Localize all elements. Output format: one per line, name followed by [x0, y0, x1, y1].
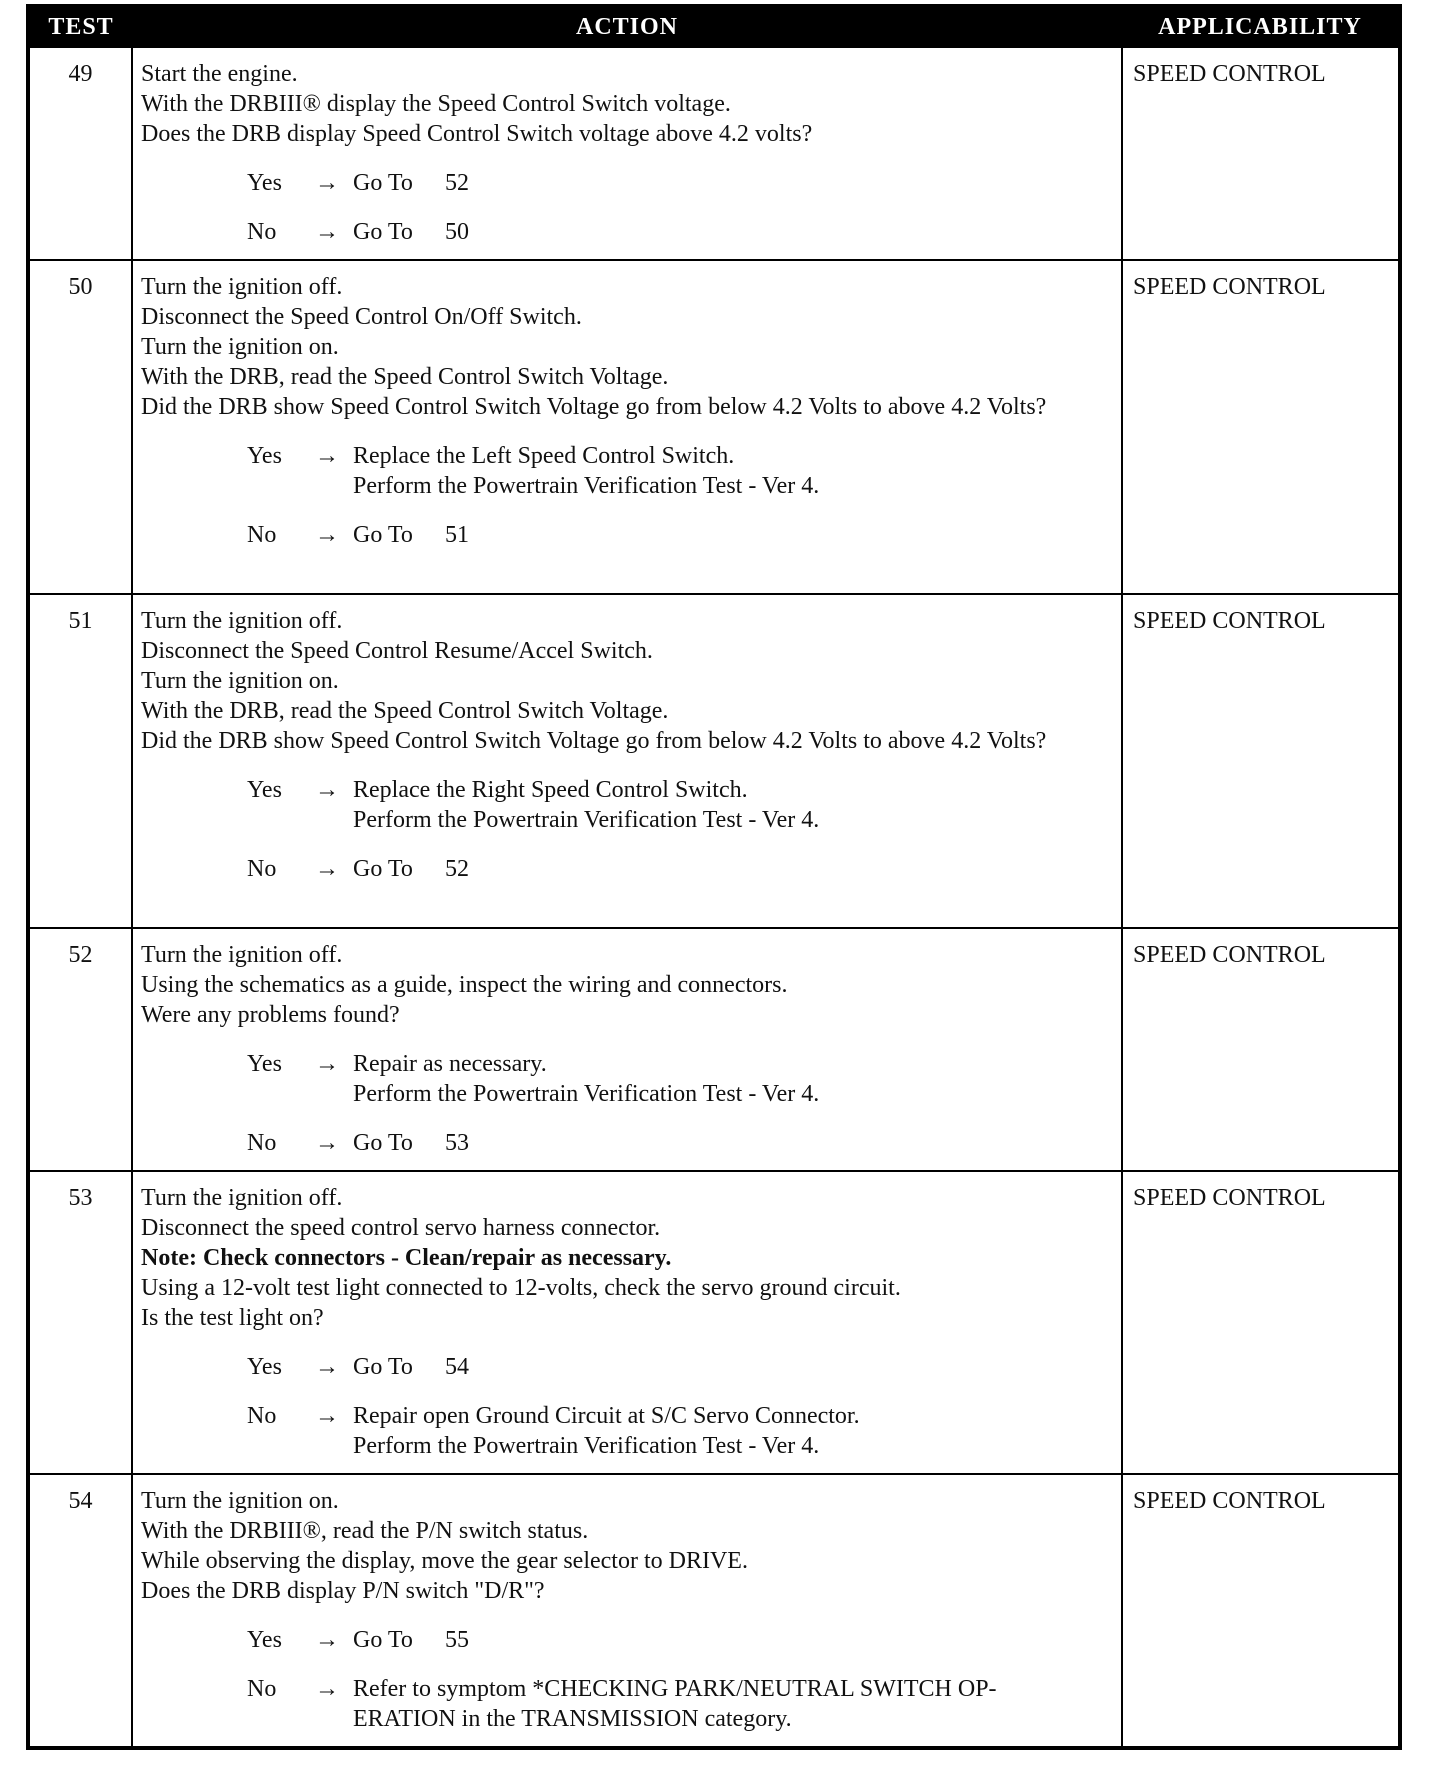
goto-number: 55 [445, 1627, 469, 1653]
arrow-icon: → [315, 1130, 339, 1156]
goto-number: 50 [445, 219, 469, 245]
action-cell [132, 1474, 1122, 1748]
yes-branch [141, 441, 1115, 501]
arrow-icon: → [315, 170, 339, 196]
action-line: With the DRB, read the Speed Control Switch Voltage. [141, 698, 669, 724]
result-line: Perform the Powertrain Verification Test - Ver 4. [353, 473, 820, 499]
goto-label: Go To [353, 1354, 413, 1380]
arrow-icon: → [315, 1676, 339, 1702]
no-label: No [247, 1403, 277, 1429]
test-number: 52 [28, 928, 132, 1171]
no-result [353, 520, 1115, 550]
action-line: Disconnect the Speed Control Resume/Accel Switch. [141, 638, 653, 664]
no-branch [141, 1128, 1115, 1158]
yes-label: Yes [247, 170, 282, 196]
action-line: With the DRBIII®, read the P/N switch status. [141, 1518, 589, 1544]
test-number: 49 [28, 47, 132, 260]
test-row-49 [28, 47, 1400, 260]
action-cell [132, 260, 1122, 594]
arrow-icon: → [315, 856, 339, 882]
goto-number: 52 [445, 856, 469, 882]
header-row [28, 6, 1400, 47]
action-line: Start the engine. [141, 61, 298, 87]
goto-label: Go To [353, 1627, 413, 1653]
yes-branch [141, 1625, 1115, 1655]
action-line: Turn the ignition on. [141, 1488, 339, 1514]
goto-number: 51 [445, 522, 469, 548]
arrow-icon: → [315, 219, 339, 245]
yes-branch [141, 1049, 1115, 1109]
action-line: Turn the ignition on. [141, 668, 339, 694]
yes-label: Yes [247, 1627, 282, 1653]
test-row-51 [28, 594, 1400, 928]
goto-number: 52 [445, 170, 469, 196]
yes-label: Yes [247, 777, 282, 803]
action-cell [132, 47, 1122, 260]
test-row-53 [28, 1171, 1400, 1474]
yes-branch [141, 168, 1115, 198]
no-result [353, 854, 1115, 884]
result-line: Perform the Powertrain Verification Test - Ver 4. [353, 1081, 820, 1107]
action-line: Did the DRB show Speed Control Switch Voltage go from below 4.2 Volts to above 4.2 Volts? [141, 394, 1047, 420]
yes-result [353, 1625, 1115, 1655]
header-test: TEST [28, 6, 132, 47]
action-line: With the DRBIII® display the Speed Control Switch voltage. [141, 91, 731, 117]
yes-branch [141, 775, 1115, 835]
yes-label: Yes [247, 443, 282, 469]
diagnostic-table [26, 4, 1402, 1750]
result-line: Repair open Ground Circuit at S/C Servo Connector. [353, 1403, 860, 1429]
result-line: Refer to symptom *CHECKING PARK/NEUTRAL SWITCH OP- [353, 1676, 997, 1702]
action-cell [132, 594, 1122, 928]
result-line: Replace the Left Speed Control Switch. [353, 443, 735, 469]
diagnostic-page [26, 4, 1398, 1750]
result-line: Perform the Powertrain Verification Test - Ver 4. [353, 807, 820, 833]
no-branch [141, 520, 1115, 550]
action-line: Does the DRB display P/N switch "D/R"? [141, 1578, 545, 1604]
result-line: ERATION in the TRANSMISSION category. [353, 1706, 792, 1732]
goto-label: Go To [353, 170, 413, 196]
no-result [353, 217, 1115, 247]
applicability-cell: SPEED CONTROL [1122, 1171, 1400, 1474]
result-line: Replace the Right Speed Control Switch. [353, 777, 748, 803]
applicability-cell: SPEED CONTROL [1122, 260, 1400, 594]
applicability-cell: SPEED CONTROL [1122, 1474, 1400, 1748]
result-line: Perform the Powertrain Verification Test - Ver 4. [353, 1433, 820, 1459]
action-line: Using the schematics as a guide, inspect the wiring and connectors. [141, 972, 788, 998]
action-line: Turn the ignition off. [141, 274, 343, 300]
test-number: 50 [28, 260, 132, 594]
action-line: Is the test light on? [141, 1305, 324, 1331]
arrow-icon: → [315, 443, 339, 469]
goto-number: 53 [445, 1130, 469, 1156]
action-line: Disconnect the Speed Control On/Off Switch. [141, 304, 582, 330]
test-row-54 [28, 1474, 1400, 1748]
goto-label: Go To [353, 1130, 413, 1156]
note-line: Note: Check connectors - Clean/repair as necessary. [141, 1245, 672, 1271]
yes-result [353, 1352, 1115, 1382]
no-label: No [247, 522, 277, 548]
yes-result [353, 775, 1115, 835]
goto-number: 54 [445, 1354, 469, 1380]
test-number: 53 [28, 1171, 132, 1474]
action-line: Turn the ignition off. [141, 942, 343, 968]
no-branch [141, 1674, 1115, 1734]
goto-label: Go To [353, 522, 413, 548]
test-row-52 [28, 928, 1400, 1171]
no-branch [141, 1401, 1115, 1461]
yes-label: Yes [247, 1354, 282, 1380]
header-applicability: APPLICABILITY [1122, 6, 1400, 47]
action-line: Turn the ignition off. [141, 608, 343, 634]
action-cell [132, 928, 1122, 1171]
no-label: No [247, 1130, 277, 1156]
arrow-icon: → [315, 777, 339, 803]
test-number: 51 [28, 594, 132, 928]
action-line: With the DRB, read the Speed Control Switch Voltage. [141, 364, 669, 390]
no-branch [141, 854, 1115, 884]
yes-result [353, 1049, 1115, 1109]
action-line: Using a 12-volt test light connected to 12-volts, check the servo ground circuit. [141, 1275, 901, 1301]
applicability-cell: SPEED CONTROL [1122, 928, 1400, 1171]
arrow-icon: → [315, 522, 339, 548]
no-result [353, 1128, 1115, 1158]
yes-result [353, 441, 1115, 501]
arrow-icon: → [315, 1403, 339, 1429]
arrow-icon: → [315, 1354, 339, 1380]
applicability-cell: SPEED CONTROL [1122, 47, 1400, 260]
action-line: Turn the ignition off. [141, 1185, 343, 1211]
test-row-50 [28, 260, 1400, 594]
result-line: Repair as necessary. [353, 1051, 547, 1077]
no-label: No [247, 219, 277, 245]
action-line: Turn the ignition on. [141, 334, 339, 360]
yes-label: Yes [247, 1051, 282, 1077]
no-branch [141, 217, 1115, 247]
action-line: Does the DRB display Speed Control Switch voltage above 4.2 volts? [141, 121, 813, 147]
test-number: 54 [28, 1474, 132, 1748]
no-result [353, 1674, 1115, 1734]
action-cell [132, 1171, 1122, 1474]
yes-branch [141, 1352, 1115, 1382]
action-line: Disconnect the speed control servo harness connector. [141, 1215, 661, 1241]
action-line: Did the DRB show Speed Control Switch Voltage go from below 4.2 Volts to above 4.2 Volts? [141, 728, 1047, 754]
header-action: ACTION [132, 6, 1122, 47]
no-result [353, 1401, 1115, 1461]
goto-label: Go To [353, 219, 413, 245]
action-line: Were any problems found? [141, 1002, 400, 1028]
arrow-icon: → [315, 1627, 339, 1653]
goto-label: Go To [353, 856, 413, 882]
no-label: No [247, 856, 277, 882]
yes-result [353, 168, 1115, 198]
no-label: No [247, 1676, 277, 1702]
arrow-icon: → [315, 1051, 339, 1077]
applicability-cell: SPEED CONTROL [1122, 594, 1400, 928]
action-line: While observing the display, move the gear selector to DRIVE. [141, 1548, 748, 1574]
